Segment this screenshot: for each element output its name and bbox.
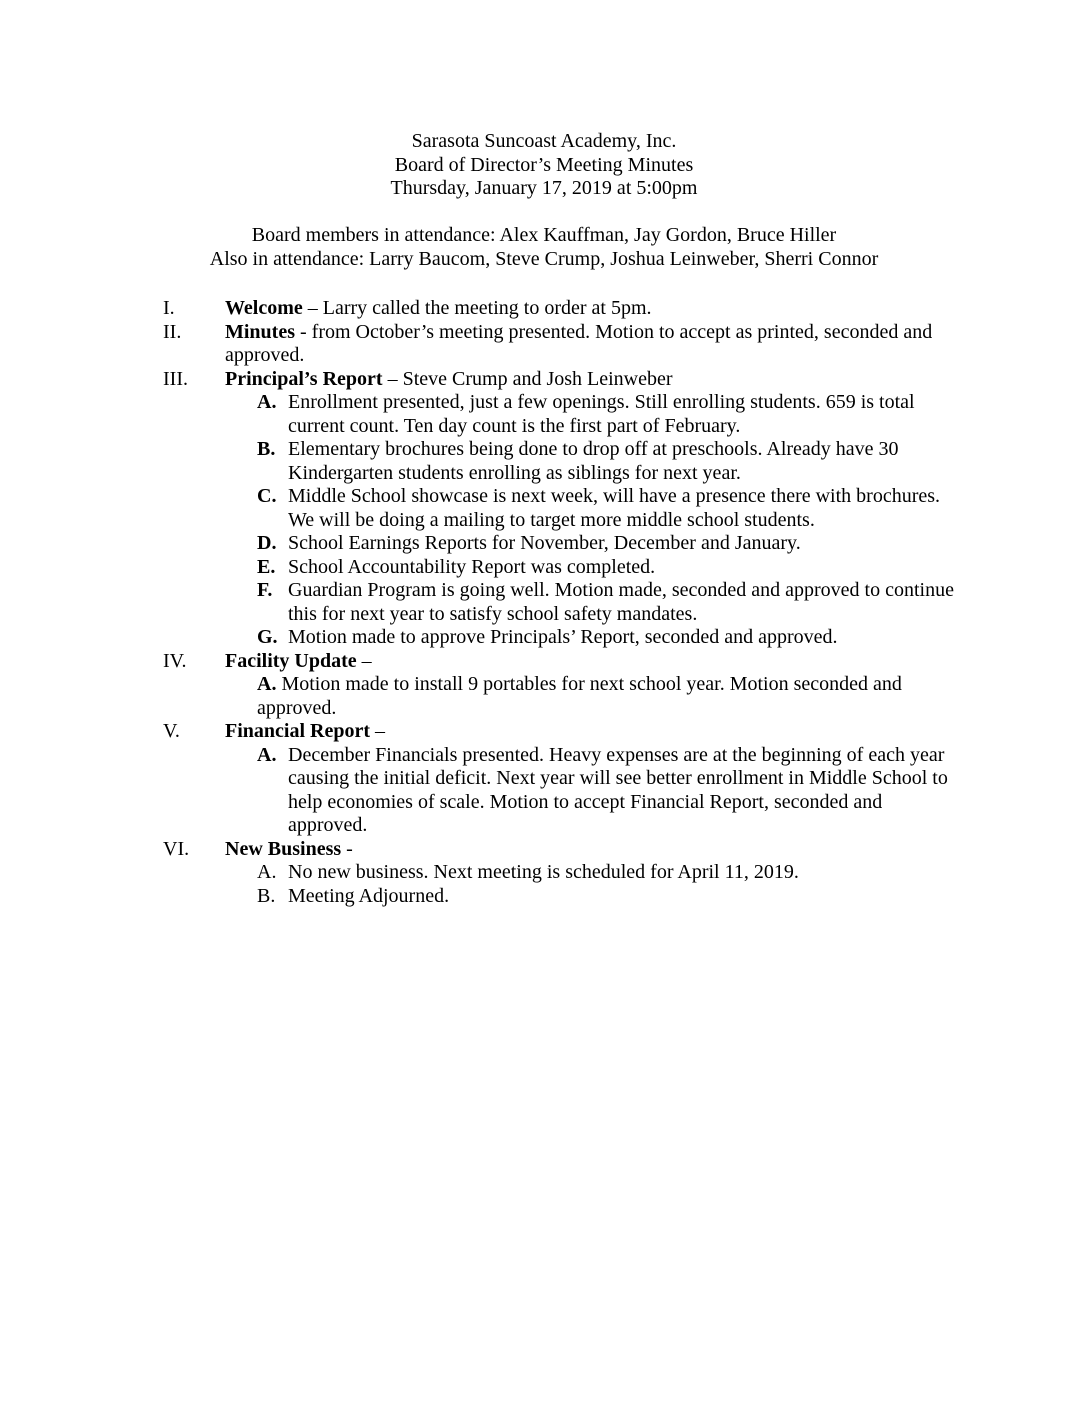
section-title: New Business [225, 837, 342, 860]
section-title: Financial Report [225, 720, 370, 742]
section-line [225, 368, 955, 392]
item-letter: B. [257, 438, 276, 460]
document-header [0, 130, 1088, 201]
item-text: Elementary brochures being done to drop off at preschools. Already have 30 Kindergarten students enrolling as siblings for next year. [288, 438, 899, 484]
list-item [257, 743, 963, 838]
section-minutes [0, 321, 1088, 368]
attendance-block [0, 224, 1088, 271]
list-item [257, 579, 963, 626]
list-item [257, 673, 962, 720]
item-letter: B. [257, 884, 276, 907]
item-text: December Financials presented. Heavy expenses are at the beginning of each year causing the initial deficit. Next year will see better enrollment in Middle School to help economies of scale. Motion to accept Financial Report, seconded and approved. [288, 743, 948, 836]
section-welcome [0, 297, 1088, 321]
list-item [257, 861, 963, 885]
item-letter: E. [257, 555, 276, 578]
list-item [257, 485, 963, 532]
list-item [257, 391, 963, 438]
section-numeral: IV. [163, 649, 187, 672]
list-item [257, 626, 963, 650]
item-letter: D. [257, 532, 277, 554]
board-members-line: Board members in attendance: Alex Kauffman, Jay Gordon, Bruce Hiller [251, 224, 837, 246]
item-letter: A. [257, 861, 277, 883]
section-new-business [0, 838, 1088, 909]
item-text: Meeting Adjourned. [288, 884, 450, 907]
section-text: - [341, 837, 353, 860]
section-financial-report [0, 720, 1088, 838]
section-text: – [370, 720, 385, 742]
section-title: Minutes [225, 320, 295, 343]
section-line [225, 297, 955, 321]
section-numeral: II. [163, 320, 182, 343]
list-item [257, 555, 963, 580]
item-text: School Accountability Report was completed. [288, 555, 656, 578]
item-text: No new business. Next meeting is scheduled for April 11, 2019. [288, 861, 799, 883]
list-item [257, 884, 963, 909]
item-letter: A. [257, 743, 277, 766]
meeting-date: Thursday, January 17, 2019 at 5:00pm [390, 177, 698, 199]
minutes-sections [0, 297, 1088, 908]
section-text: – [356, 649, 372, 672]
section-text: – Steve Crump and Josh Leinweber [382, 367, 673, 390]
item-text: School Earnings Reports for November, December and January. [288, 532, 801, 554]
item-text: Enrollment presented, just a few openings. Still enrolling students. 659 is total current count. Ten day count is the first part of February. [288, 391, 915, 437]
item-text: Middle School showcase is next week, will have a presence there with brochures. We will be doing a mailing to target more middle school students. [288, 485, 941, 531]
organization-name: Sarasota Suncoast Academy, Inc. [411, 130, 677, 152]
list-item [257, 438, 963, 485]
section-title: Welcome [225, 297, 303, 319]
section-line [225, 650, 955, 674]
item-letter: A. [257, 391, 277, 413]
section-line [225, 720, 955, 744]
section-numeral: III. [163, 367, 188, 390]
section-numeral: I. [163, 297, 175, 319]
document-title: Board of Director’s Meeting Minutes [394, 153, 694, 176]
item-text: Guardian Program is going well. Motion made, seconded and approved to continue this for next year to satisfy school safety mandates. [288, 579, 954, 625]
section-line [225, 321, 955, 368]
section-principals-report [0, 368, 1088, 650]
section-line [225, 838, 955, 862]
item-letter: A. [257, 673, 277, 695]
section-numeral: V. [163, 720, 180, 742]
item-text: Motion made to install 9 portables for next school year. Motion seconded and approved. [257, 673, 902, 719]
item-letter: C. [257, 485, 277, 507]
also-attending-line: Also in attendance: Larry Baucom, Steve Crump, Joshua Leinweber, Sherri Connor [209, 247, 879, 270]
section-text: – Larry called the meeting to order at 5pm. [302, 297, 652, 319]
item-letter: G. [257, 626, 278, 648]
section-facility-update [0, 650, 1088, 721]
section-text: - from October’s meeting presented. Motion to accept as printed, seconded and approved. [225, 320, 933, 366]
section-title: Facility Update [225, 649, 357, 672]
list-item [257, 532, 963, 556]
item-letter: F. [257, 579, 273, 601]
section-title: Principal’s Report [225, 367, 383, 390]
section-numeral: VI. [163, 837, 190, 860]
item-text: Motion made to approve Principals’ Report, seconded and approved. [288, 626, 838, 648]
